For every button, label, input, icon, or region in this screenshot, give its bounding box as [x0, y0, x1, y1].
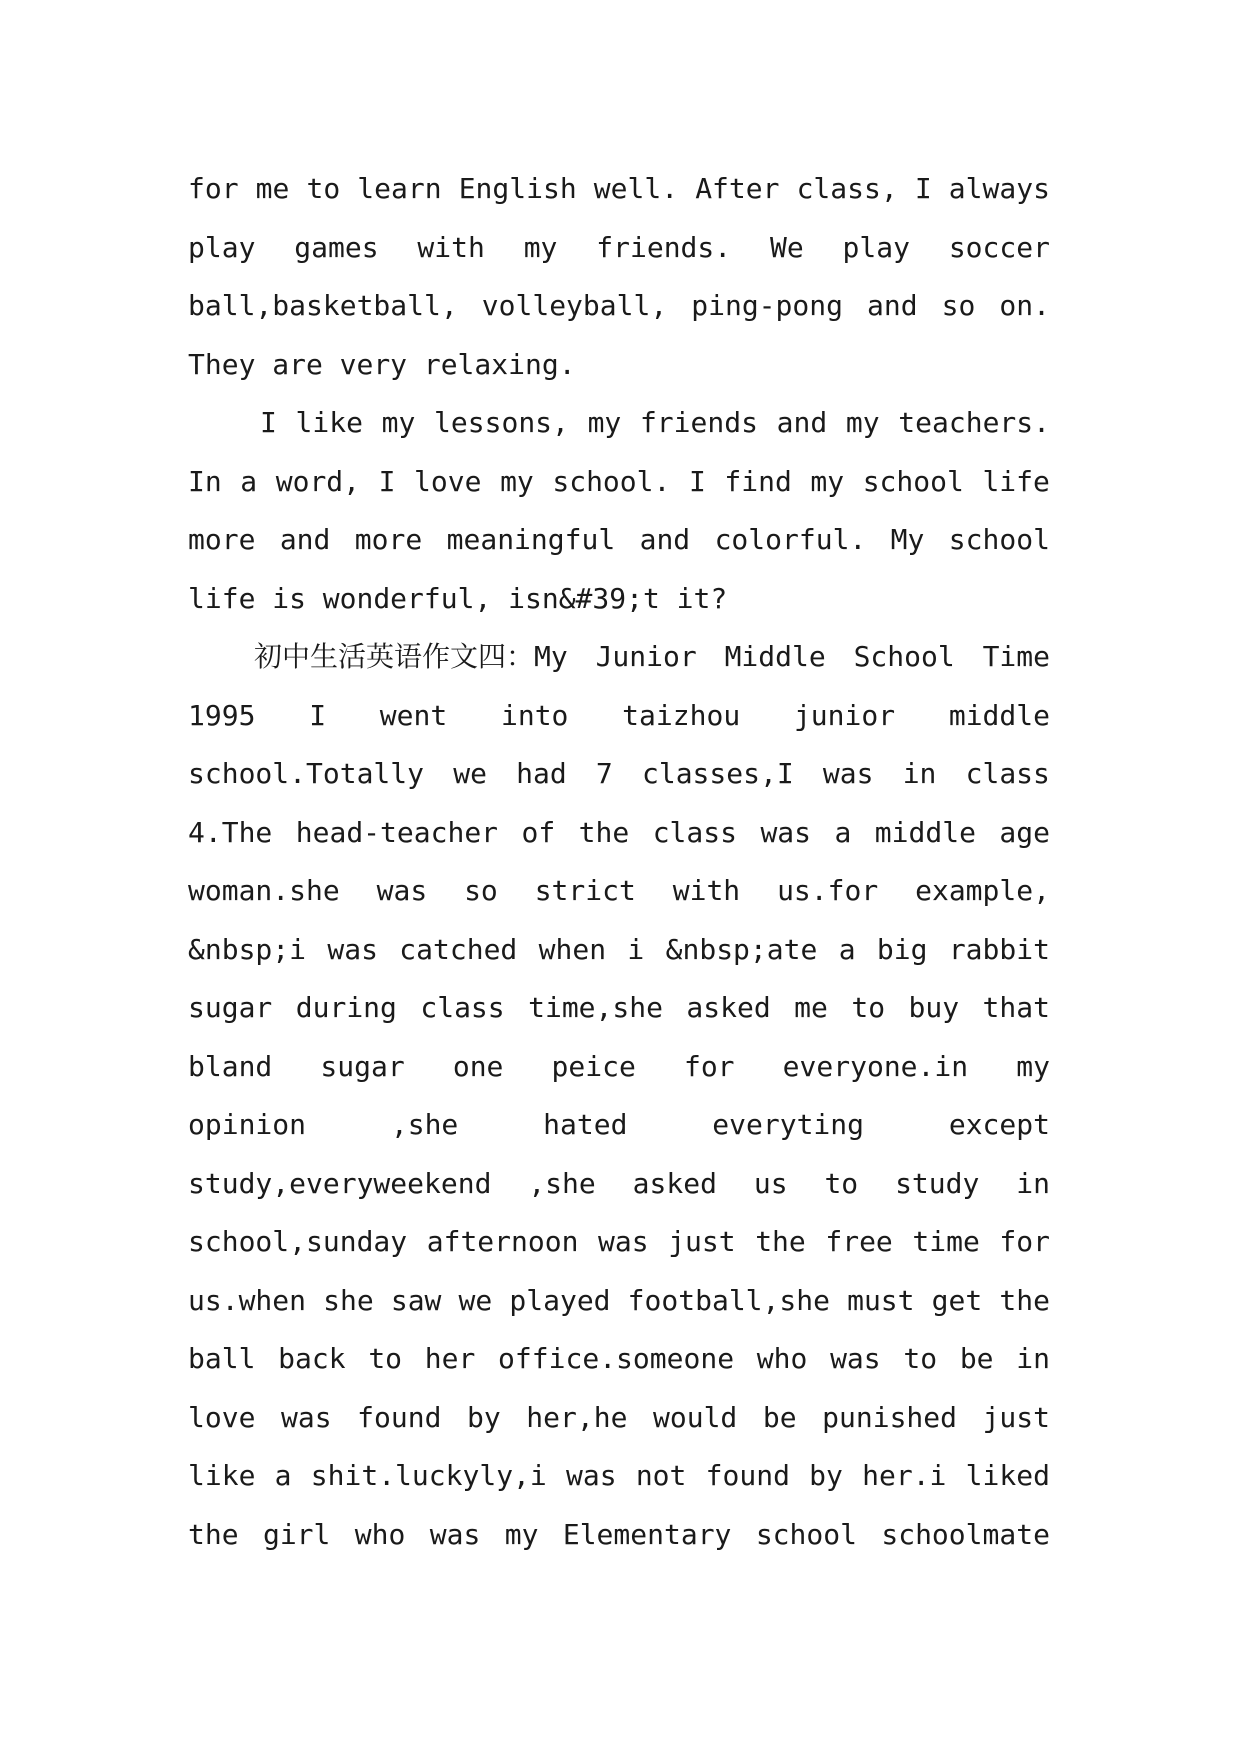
word: ,she: [390, 1108, 459, 1141]
text-line: [188, 1155, 1050, 1214]
word: asked: [686, 991, 771, 1024]
word: that: [982, 991, 1050, 1024]
word: School: [853, 640, 955, 673]
word: was: [830, 1342, 881, 1375]
text-line: [188, 336, 1050, 395]
word: the: [188, 1517, 239, 1551]
text-line: [188, 687, 1050, 746]
word: of: [521, 815, 556, 849]
word: always: [948, 172, 1050, 205]
word: school.Totally: [188, 757, 425, 790]
word: I: [260, 406, 277, 439]
word: taizhou: [622, 698, 741, 732]
text-line: [188, 804, 1050, 863]
word: was: [566, 1459, 617, 1492]
word: like: [295, 406, 363, 439]
word: to: [851, 991, 886, 1024]
word: head-teacher: [295, 815, 499, 849]
word: us.for: [777, 874, 879, 907]
text-line: [188, 1506, 1050, 1565]
word: Middle: [724, 640, 826, 673]
word: After: [695, 172, 780, 205]
word: one: [452, 1049, 504, 1083]
word: found: [705, 1459, 790, 1492]
word: her,he: [526, 1400, 628, 1434]
word: on.: [999, 289, 1050, 322]
word: example,: [915, 874, 1050, 907]
word: a: [834, 815, 852, 849]
word: school: [755, 1517, 857, 1551]
word: my: [1016, 1049, 1050, 1083]
word: isn&#39;t: [508, 581, 660, 615]
word: was: [327, 932, 378, 966]
text-line: [188, 1389, 1050, 1448]
word: liked: [965, 1459, 1050, 1492]
word: to: [903, 1342, 938, 1375]
word: We: [769, 230, 804, 264]
word: my: [500, 464, 534, 498]
word: the: [578, 815, 630, 849]
word: are: [272, 347, 323, 381]
word: schoolmate: [881, 1517, 1050, 1551]
word: word,: [275, 464, 361, 498]
text-line: [188, 394, 1050, 453]
word: play: [842, 230, 910, 264]
word: class: [965, 757, 1050, 790]
essay-text: [188, 160, 1050, 1564]
word: is: [272, 581, 306, 615]
word: &nbsp;ate: [665, 932, 818, 966]
word: catched: [399, 932, 518, 966]
text-line: [188, 277, 1050, 336]
word: by: [809, 1459, 843, 1492]
word: girl: [262, 1517, 331, 1551]
word: lessons,: [434, 406, 569, 439]
word: life: [982, 464, 1050, 498]
word: school,sunday: [188, 1225, 408, 1258]
word: free: [825, 1225, 893, 1258]
word: and: [776, 406, 828, 439]
word: the: [999, 1283, 1050, 1317]
word: was: [429, 1517, 481, 1551]
word: except: [948, 1108, 1050, 1141]
word: football,she: [627, 1283, 830, 1317]
word: I: [378, 464, 396, 498]
word: buy: [908, 991, 960, 1024]
word: sugar: [188, 991, 273, 1024]
word: life: [188, 581, 256, 615]
word: my: [504, 1517, 539, 1551]
word: ping-pong: [691, 289, 843, 322]
word: I: [309, 698, 327, 732]
word: us: [753, 1166, 788, 1200]
word: went: [379, 698, 448, 732]
word: relaxing.: [423, 347, 576, 381]
word: peice: [551, 1049, 636, 1083]
word: friends.: [596, 230, 732, 264]
word: school: [862, 464, 964, 498]
word: volleyball,: [481, 289, 668, 322]
word: and: [279, 523, 331, 556]
word: office.someone: [498, 1342, 735, 1375]
word: 初中生活英语作文四：My: [254, 640, 568, 673]
word: play: [188, 230, 256, 264]
word: rabbit: [948, 932, 1050, 966]
word: My: [890, 523, 925, 556]
word: opinion: [188, 1108, 307, 1141]
word: 7: [595, 757, 613, 790]
word: during: [295, 991, 397, 1024]
word: everyone.in: [782, 1049, 969, 1083]
word: with: [672, 874, 741, 907]
text-line: [188, 1038, 1050, 1097]
word: soccer: [948, 230, 1050, 264]
word: study,everyweekend: [188, 1166, 492, 1200]
word: so: [464, 874, 498, 907]
text-line: [188, 1096, 1050, 1155]
word: found: [357, 1400, 442, 1434]
word: my: [587, 406, 622, 439]
word: in: [1016, 1166, 1050, 1200]
word: a: [240, 464, 258, 498]
word: bland: [188, 1049, 273, 1083]
word: was: [822, 757, 874, 790]
word: asked: [632, 1166, 717, 1200]
word: English: [458, 172, 577, 205]
word: 4.The: [188, 815, 273, 849]
text-line: [188, 979, 1050, 1038]
word: me: [794, 991, 828, 1024]
text-line: [188, 570, 1050, 629]
word: time: [912, 1225, 980, 1258]
word: time,she: [528, 991, 663, 1024]
word: class: [420, 991, 505, 1024]
word: my: [810, 464, 845, 498]
word: my: [381, 406, 416, 439]
word: classes,I: [641, 757, 794, 790]
word: just: [668, 1225, 736, 1258]
text-line: [188, 453, 1050, 512]
word: well.: [593, 172, 679, 205]
word: by: [467, 1400, 501, 1434]
word: ,she: [528, 1166, 596, 1200]
text-line: [188, 511, 1050, 570]
word: find: [724, 464, 792, 498]
word: to: [368, 1342, 403, 1375]
word: the: [755, 1225, 806, 1258]
word: not: [635, 1459, 687, 1492]
word: into: [500, 698, 569, 732]
word: who: [756, 1342, 808, 1375]
word: teachers.: [898, 406, 1050, 439]
word: must: [847, 1283, 915, 1317]
word: sugar: [320, 1049, 405, 1083]
text-line: [188, 862, 1050, 921]
word: more: [188, 523, 256, 556]
word: big: [876, 932, 928, 966]
word: middle: [948, 698, 1050, 732]
word: woman.she: [188, 874, 340, 907]
word: I: [914, 172, 932, 205]
word: for: [999, 1225, 1050, 1258]
word: punished: [822, 1400, 957, 1434]
word: strict: [534, 874, 636, 907]
word: be: [762, 1400, 797, 1434]
word: school.: [552, 464, 671, 498]
word: saw: [390, 1283, 442, 1317]
word: They: [188, 347, 256, 381]
word: ball: [188, 1342, 256, 1375]
word: my: [845, 406, 880, 439]
text-line: [188, 1213, 1050, 1272]
word: colorful.: [714, 523, 867, 556]
word: played: [509, 1283, 611, 1317]
word: shit.luckyly,i: [310, 1459, 547, 1492]
word: was: [598, 1225, 649, 1258]
word: a: [838, 932, 856, 966]
word: be: [959, 1342, 994, 1375]
word: Junior: [595, 640, 697, 673]
word: with: [417, 230, 485, 264]
word: Elementary: [562, 1517, 732, 1551]
word: so: [941, 289, 976, 322]
word: who: [354, 1517, 406, 1551]
word: meaningful: [446, 523, 616, 556]
word: would: [653, 1400, 738, 1434]
word: my: [523, 230, 558, 264]
word: in: [902, 757, 937, 790]
word: more: [354, 523, 423, 556]
word: her.i: [862, 1459, 947, 1492]
word: just: [982, 1400, 1050, 1434]
word: friends: [639, 406, 758, 439]
word: In: [188, 464, 222, 498]
word: to: [306, 172, 341, 205]
word: afternoon: [426, 1225, 579, 1258]
word: me: [255, 172, 290, 205]
word: us.when: [188, 1283, 307, 1317]
word: was: [376, 874, 428, 907]
word: i: [627, 932, 645, 966]
word: I: [688, 464, 706, 498]
word: in: [1016, 1342, 1050, 1375]
word: age: [999, 815, 1050, 849]
word: school: [948, 523, 1050, 556]
word: she: [323, 1283, 374, 1317]
word: wonderful,: [322, 581, 492, 615]
word: games: [294, 230, 379, 264]
text-line: [188, 628, 1050, 687]
word: love: [414, 464, 482, 498]
text-line: [188, 160, 1050, 219]
word: and: [639, 523, 691, 556]
word: was: [760, 815, 812, 849]
word: hated: [543, 1108, 628, 1141]
word: middle: [874, 815, 976, 849]
word: for: [188, 172, 239, 205]
text-line: [188, 1272, 1050, 1331]
word: very: [339, 347, 408, 381]
word: learn: [357, 172, 442, 205]
word: was: [281, 1400, 332, 1434]
word: class: [652, 815, 737, 849]
word: ball,basketball,: [188, 289, 458, 322]
word: love: [188, 1400, 256, 1434]
text-line: [188, 745, 1050, 804]
text-line: [188, 1330, 1050, 1389]
text-line: [188, 921, 1050, 980]
word: we: [453, 757, 487, 790]
word: had: [516, 757, 567, 790]
word: like: [188, 1459, 256, 1492]
word: everyting: [712, 1108, 864, 1141]
word: &nbsp;i: [188, 932, 307, 966]
word: back: [278, 1342, 346, 1375]
word: junior: [793, 698, 896, 732]
text-line: [188, 219, 1050, 278]
word: to: [824, 1166, 859, 1200]
word: class,: [796, 172, 898, 205]
word: for: [683, 1049, 735, 1083]
word: a: [274, 1459, 292, 1492]
text-line: [188, 1447, 1050, 1506]
word: and: [867, 289, 918, 322]
word: study: [895, 1166, 980, 1200]
word: it?: [676, 581, 728, 615]
word: get: [931, 1283, 983, 1317]
word: when: [538, 932, 607, 966]
word: we: [458, 1283, 493, 1317]
word: Time: [982, 640, 1050, 673]
word: 1995: [188, 698, 256, 732]
word: her: [424, 1342, 476, 1375]
